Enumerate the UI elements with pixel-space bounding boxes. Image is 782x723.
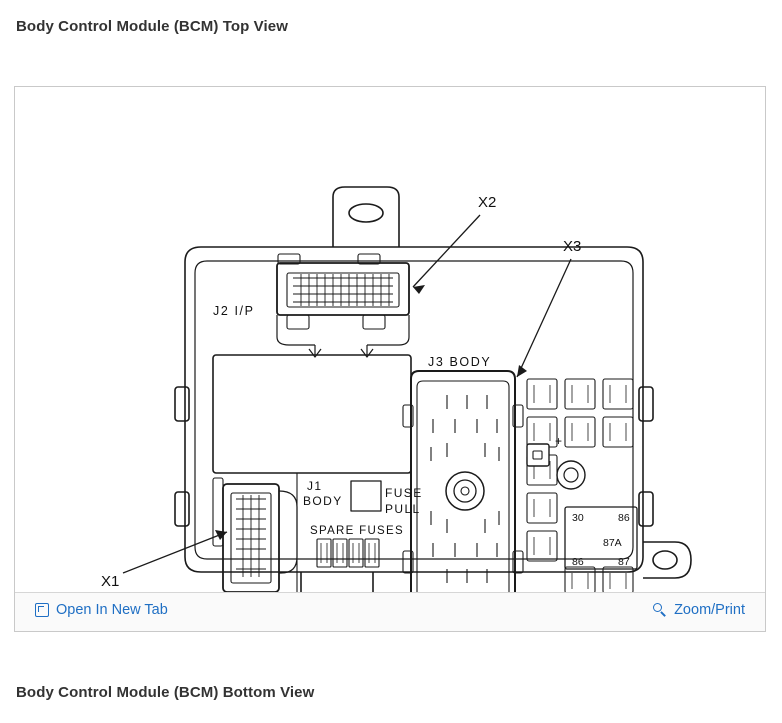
- label-relay-87a: 87A: [603, 537, 622, 549]
- label-relay-30: 30: [572, 512, 584, 524]
- page-title-bottom: Body Control Module (BCM) Bottom View: [16, 684, 315, 701]
- connector-x2: [277, 254, 409, 345]
- right-clip-lower: [639, 492, 653, 526]
- connector-j3-body: [403, 371, 523, 593]
- label-j1: J1: [307, 479, 323, 493]
- callout-arrow-x1: [215, 530, 227, 540]
- zoom-print-label: Zoom/Print: [674, 602, 745, 618]
- label-j1-body: BODY: [303, 494, 343, 508]
- right-mount-hole: [653, 551, 677, 569]
- callout-label-x2: X2: [478, 194, 497, 211]
- module-cover: [213, 355, 411, 473]
- zoom-print-button[interactable]: [653, 602, 745, 618]
- page-title-top: Body Control Module (BCM) Top View: [16, 18, 288, 35]
- label-j3-body: J3 BODY: [428, 355, 492, 369]
- figure-footer: [15, 592, 765, 631]
- callout-label-x1: X1: [101, 573, 120, 590]
- label-spare-fuses: SPARE FUSES: [310, 525, 404, 537]
- top-mount-hole: [349, 204, 383, 222]
- label-relay-86: 86: [618, 512, 630, 524]
- bottom-mount-tab: [301, 572, 373, 593]
- bcm-top-view-diagram: [15, 87, 765, 593]
- left-clip-lower: [175, 492, 189, 526]
- open-in-new-tab-label: Open In New Tab: [56, 602, 168, 618]
- callout-line-x1: [123, 532, 227, 573]
- left-clip-upper: [175, 387, 189, 421]
- label-relay-86b: 86: [572, 556, 584, 568]
- bcm-diagram-svg: [15, 87, 765, 593]
- callout-line-x2: [413, 215, 480, 287]
- top-mount-tab: [333, 187, 399, 247]
- label-j2-ip: J2 I/P: [213, 304, 255, 318]
- callout-arrow-x2: [413, 285, 425, 294]
- label-plus: +: [555, 434, 563, 448]
- label-pull: PULL: [385, 502, 421, 516]
- label-fuse: FUSE: [385, 486, 423, 500]
- new-tab-icon: [35, 603, 49, 617]
- callout-line-x3: [517, 259, 571, 377]
- label-relay-87: 87: [618, 556, 630, 568]
- right-clip-upper: [639, 387, 653, 421]
- open-in-new-tab-button[interactable]: [35, 602, 168, 618]
- j1-body-box: [351, 481, 381, 511]
- spare-fuses-group: [317, 539, 379, 567]
- callout-label-x3: X3: [563, 238, 582, 255]
- right-mount-ear: [643, 542, 691, 578]
- connector-x1: [213, 478, 297, 592]
- figure-card: [14, 86, 766, 632]
- magnifier-icon: [653, 603, 668, 618]
